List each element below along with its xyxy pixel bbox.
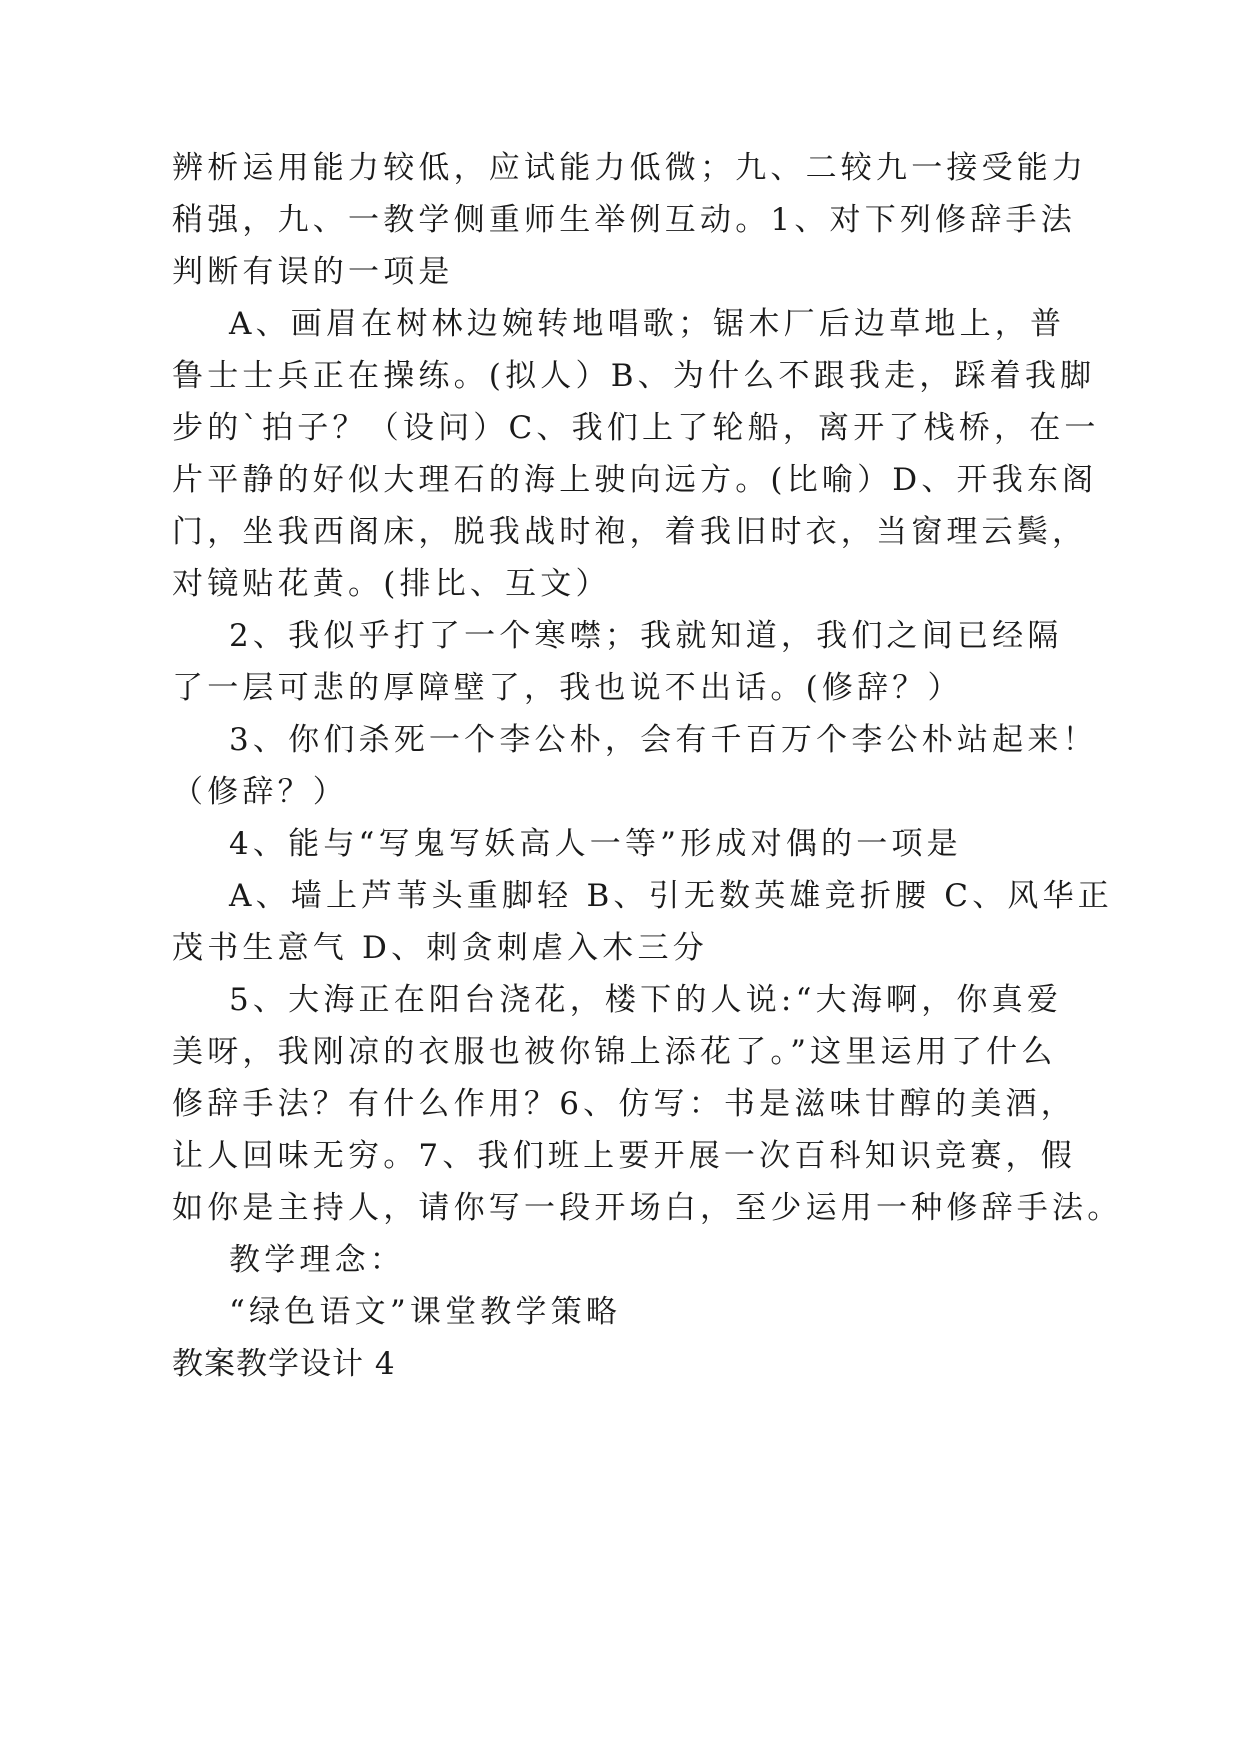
text-line: 稍强，九、一教学侧重师生举例互动。1、对下列修辞手法 <box>172 202 1076 238</box>
text-line: 对镜贴花黄。(排比、互文） <box>172 566 611 602</box>
text-line: 2、我似乎打了一个寒噤；我就知道，我们之间已经隔 <box>229 618 1063 654</box>
text-line: 4、能与“写鬼写妖高人一等”形成对偶的一项是 <box>229 826 962 862</box>
text-line: 鲁士士兵正在操练。(拟人）B、为什么不跟我走，踩着我脚 <box>172 358 1096 394</box>
text-line: A、墙上芦苇头重脚轻 B、引无数英雄竞折腰 C、风华正 <box>229 878 1113 914</box>
text-line: A、画眉在树林边婉转地唱歌；锯木厂后边草地上，普 <box>229 306 1066 342</box>
text-line: 让人回味无穷。7、我们班上要开展一次百科知识竞赛，假 <box>172 1138 1076 1174</box>
text-line: 辨析运用能力较低，应试能力低微；九、二较九一接受能力 <box>172 150 1088 186</box>
text-line: 修辞手法？有什么作用？6、仿写：书是滋味甘醇的美酒， <box>172 1086 1076 1122</box>
text-line: （修辞？） <box>172 774 348 810</box>
text-line: 美呀，我刚凉的衣服也被你锦上添花了。”这里运用了什么 <box>172 1034 1057 1070</box>
section-heading: 教案教学设计 4 <box>172 1346 396 1382</box>
text-line: 门，坐我西阁床，脱我战时袍，着我旧时衣，当窗理云鬓， <box>172 514 1088 550</box>
text-line: 如你是主持人，请你写一段开场白，至少运用一种修辞手法。 <box>172 1190 1123 1226</box>
text-line: 3、你们杀死一个李公朴，会有千百万个李公朴站起来！ <box>229 722 1098 758</box>
text-line: 判断有误的一项是 <box>172 254 454 290</box>
text-line: 步的`拍子？（设问）C、我们上了轮船，离开了栈桥，在一 <box>172 410 1100 446</box>
text-line: “绿色语文”课堂教学策略 <box>229 1294 622 1330</box>
text-line: 教学理念： <box>229 1242 405 1278</box>
text-line: 茂书生意气 D、刺贪刺虐入木三分 <box>172 930 708 966</box>
text-line: 了一层可悲的厚障壁了，我也说不出话。(修辞？） <box>172 670 963 706</box>
text-line: 片平静的好似大理石的海上驶向远方。(比喻）D、开我东阁 <box>172 462 1098 498</box>
text-line: 5、大海正在阳台浇花，楼下的人说:“大海啊，你真爱 <box>229 982 1063 1018</box>
